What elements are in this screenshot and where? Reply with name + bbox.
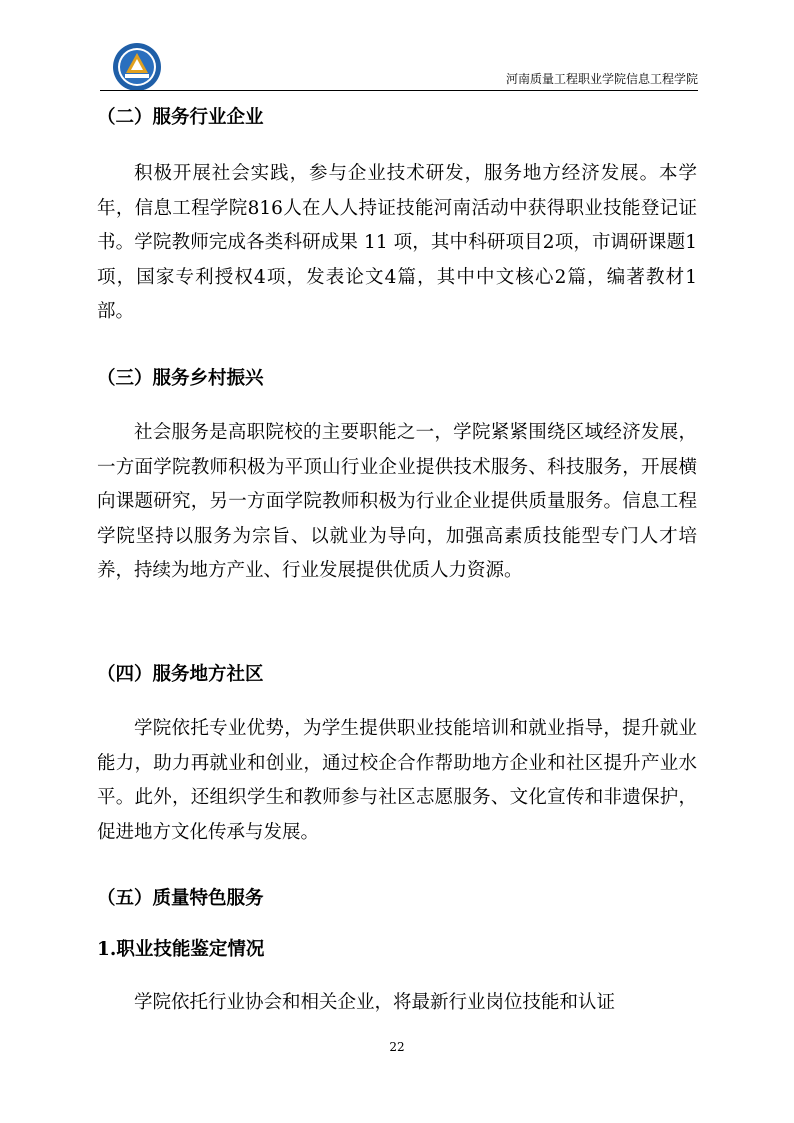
page-header [100, 40, 698, 90]
school-logo-icon [112, 42, 162, 92]
section-heading-quality: （五）质量特色服务 [97, 888, 264, 909]
paragraph-industry: 积极开展社会实践，参与企业技术研发，服务地方经济发展。本学年，信息工程学院816人在人人持证技能河南活动中获得职业技能登记证书。学院教师完成各类科研成果 11 项，其中科研项目2项，市调研课题1项，国家专利授权4项，发表论文4篇，其中中文核心2篇，编著教材1部。 [97, 163, 697, 322]
section-heading-community: （四）服务地方社区 [97, 664, 264, 685]
subsection-heading-skill-appraisal: 1.职业技能鉴定情况 [97, 939, 265, 960]
header-divider [100, 90, 698, 91]
paragraph-skill-appraisal: 学院依托行业协会和相关企业，将最新行业岗位技能和认证 [134, 992, 616, 1013]
page-number: 22 [389, 1040, 405, 1054]
paragraph-rural: 社会服务是高职院校的主要职能之一，学院紧紧围绕区域经济发展，一方面学院教师积极为平顶山行业企业提供技术服务、科技服务，开展横向课题研究，另一方面学院教师积极为行业企业提供质量服务。信息工程学院坚持以服务为宗旨、以就业为导向，加强高素质技能型专门人才培养，持续为地方产业、行业发展提供优质人力资源。 [97, 422, 697, 581]
header-school-name: 河南质量工程职业学院信息工程学院 [505, 72, 698, 86]
paragraph-community: 学院依托专业优势，为学生提供职业技能培训和就业指导，提升就业能力，助力再就业和创业，通过校企合作帮助地方企业和社区提升产业水平。此外，还组织学生和教师参与社区志愿服务、文化宣传和非遗保护，促进地方文化传承与发展。 [97, 718, 697, 843]
section-heading-rural: （三）服务乡村振兴 [97, 368, 264, 389]
section-heading-industry: （二）服务行业企业 [97, 107, 264, 128]
